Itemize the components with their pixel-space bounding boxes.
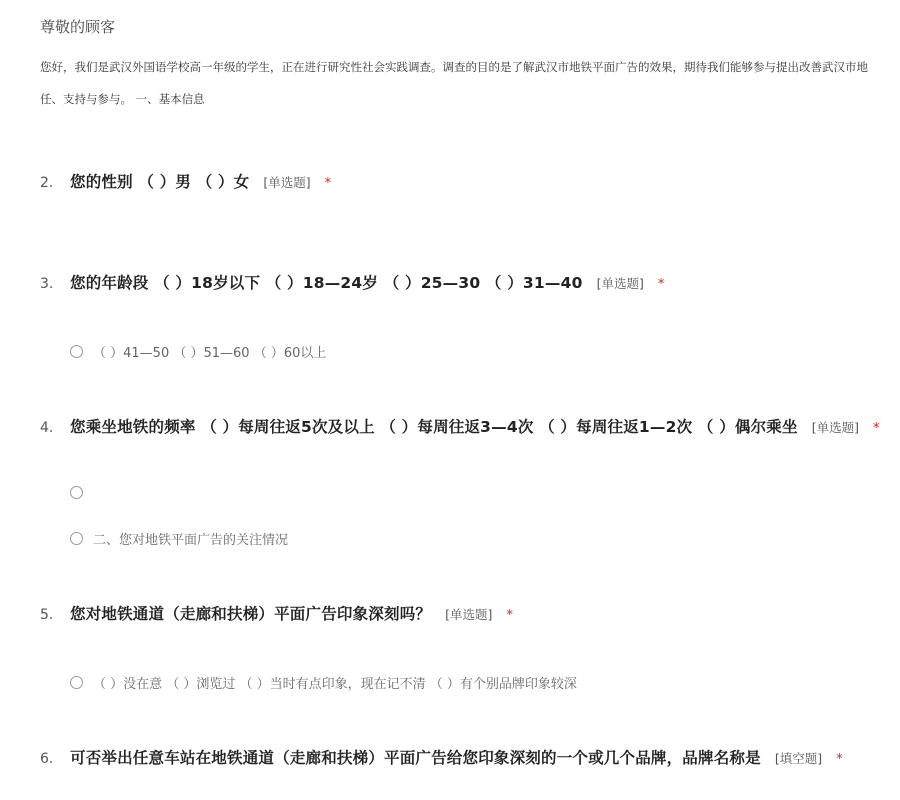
required-star: * [657, 277, 665, 292]
option-label: （ ）41—50 （ ）51—60 （ ）60以上 [93, 346, 327, 361]
question-title: 可否举出任意车站在地铁通道（走廊和扶梯）平面广告给您印象深刻的一个或几个品牌，品牌名称是 [70, 749, 761, 767]
question-number: 2. [40, 175, 54, 191]
radio-option-q4-1[interactable] [70, 486, 93, 499]
question-title: 您的性别 （ ）男 （ ）女 [70, 173, 250, 191]
radio-circle-icon[interactable] [70, 345, 83, 358]
radio-circle-icon[interactable] [70, 486, 83, 499]
required-star: * [506, 608, 513, 623]
radio-circle-icon[interactable] [70, 532, 83, 545]
question-number: 5. [40, 607, 54, 623]
question-5 [40, 602, 513, 624]
radio-option-q4-2[interactable] [70, 529, 288, 548]
intro-text-line-2: 任、支持与参与。 一、基本信息 [40, 92, 205, 106]
required-star: * [324, 176, 332, 191]
question-2 [40, 170, 331, 192]
question-type-badge: [单选题] [445, 607, 493, 622]
question-title: 您乘坐地铁的频率 （ ）每周往返5次及以上 （ ）每周往返3—4次 （ ）每周往返1—2次 （ ）偶尔乘坐 [70, 418, 798, 436]
question-number: 4. [40, 420, 54, 436]
question-number: 3. [40, 276, 54, 292]
radio-circle-icon[interactable] [70, 676, 83, 689]
question-type-badge: [填空题] [774, 751, 823, 766]
option-label: 二、您对地铁平面广告的关注情况 [93, 533, 289, 548]
required-star: * [836, 752, 843, 767]
greeting-title: 尊敬的顾客 [40, 18, 116, 36]
question-title: 您的年龄段 （ ）18岁以下 （ ）18—24岁 （ ）25—30 （ ）31—40 [70, 274, 583, 292]
required-star: * [872, 421, 880, 436]
question-title: 您对地铁通道（走廊和扶梯）平面广告印象深刻吗？ [70, 605, 432, 623]
question-6 [40, 746, 843, 768]
question-type-badge: [单选题] [596, 276, 644, 291]
radio-option-q3-1[interactable] [70, 342, 326, 361]
option-label: （ ）没在意 （ ）浏览过 （ ）当时有点印象，现在记不清 （ ）有个别品牌印象较深 [93, 677, 577, 692]
radio-option-q5-1[interactable] [70, 673, 577, 692]
question-4 [40, 415, 879, 437]
intro-text-line-1: 您好，我们是武汉外国语学校高一年级的学生，正在进行研究性社会实践调查。调查的目的是了解武汉市地铁平面广告的效果，期待我们能够参与提出改善武汉市地 [40, 60, 868, 74]
question-type-badge: [单选题] [263, 175, 311, 190]
question-3 [40, 271, 664, 293]
question-number: 6. [40, 751, 54, 767]
question-type-badge: [单选题] [811, 420, 859, 435]
